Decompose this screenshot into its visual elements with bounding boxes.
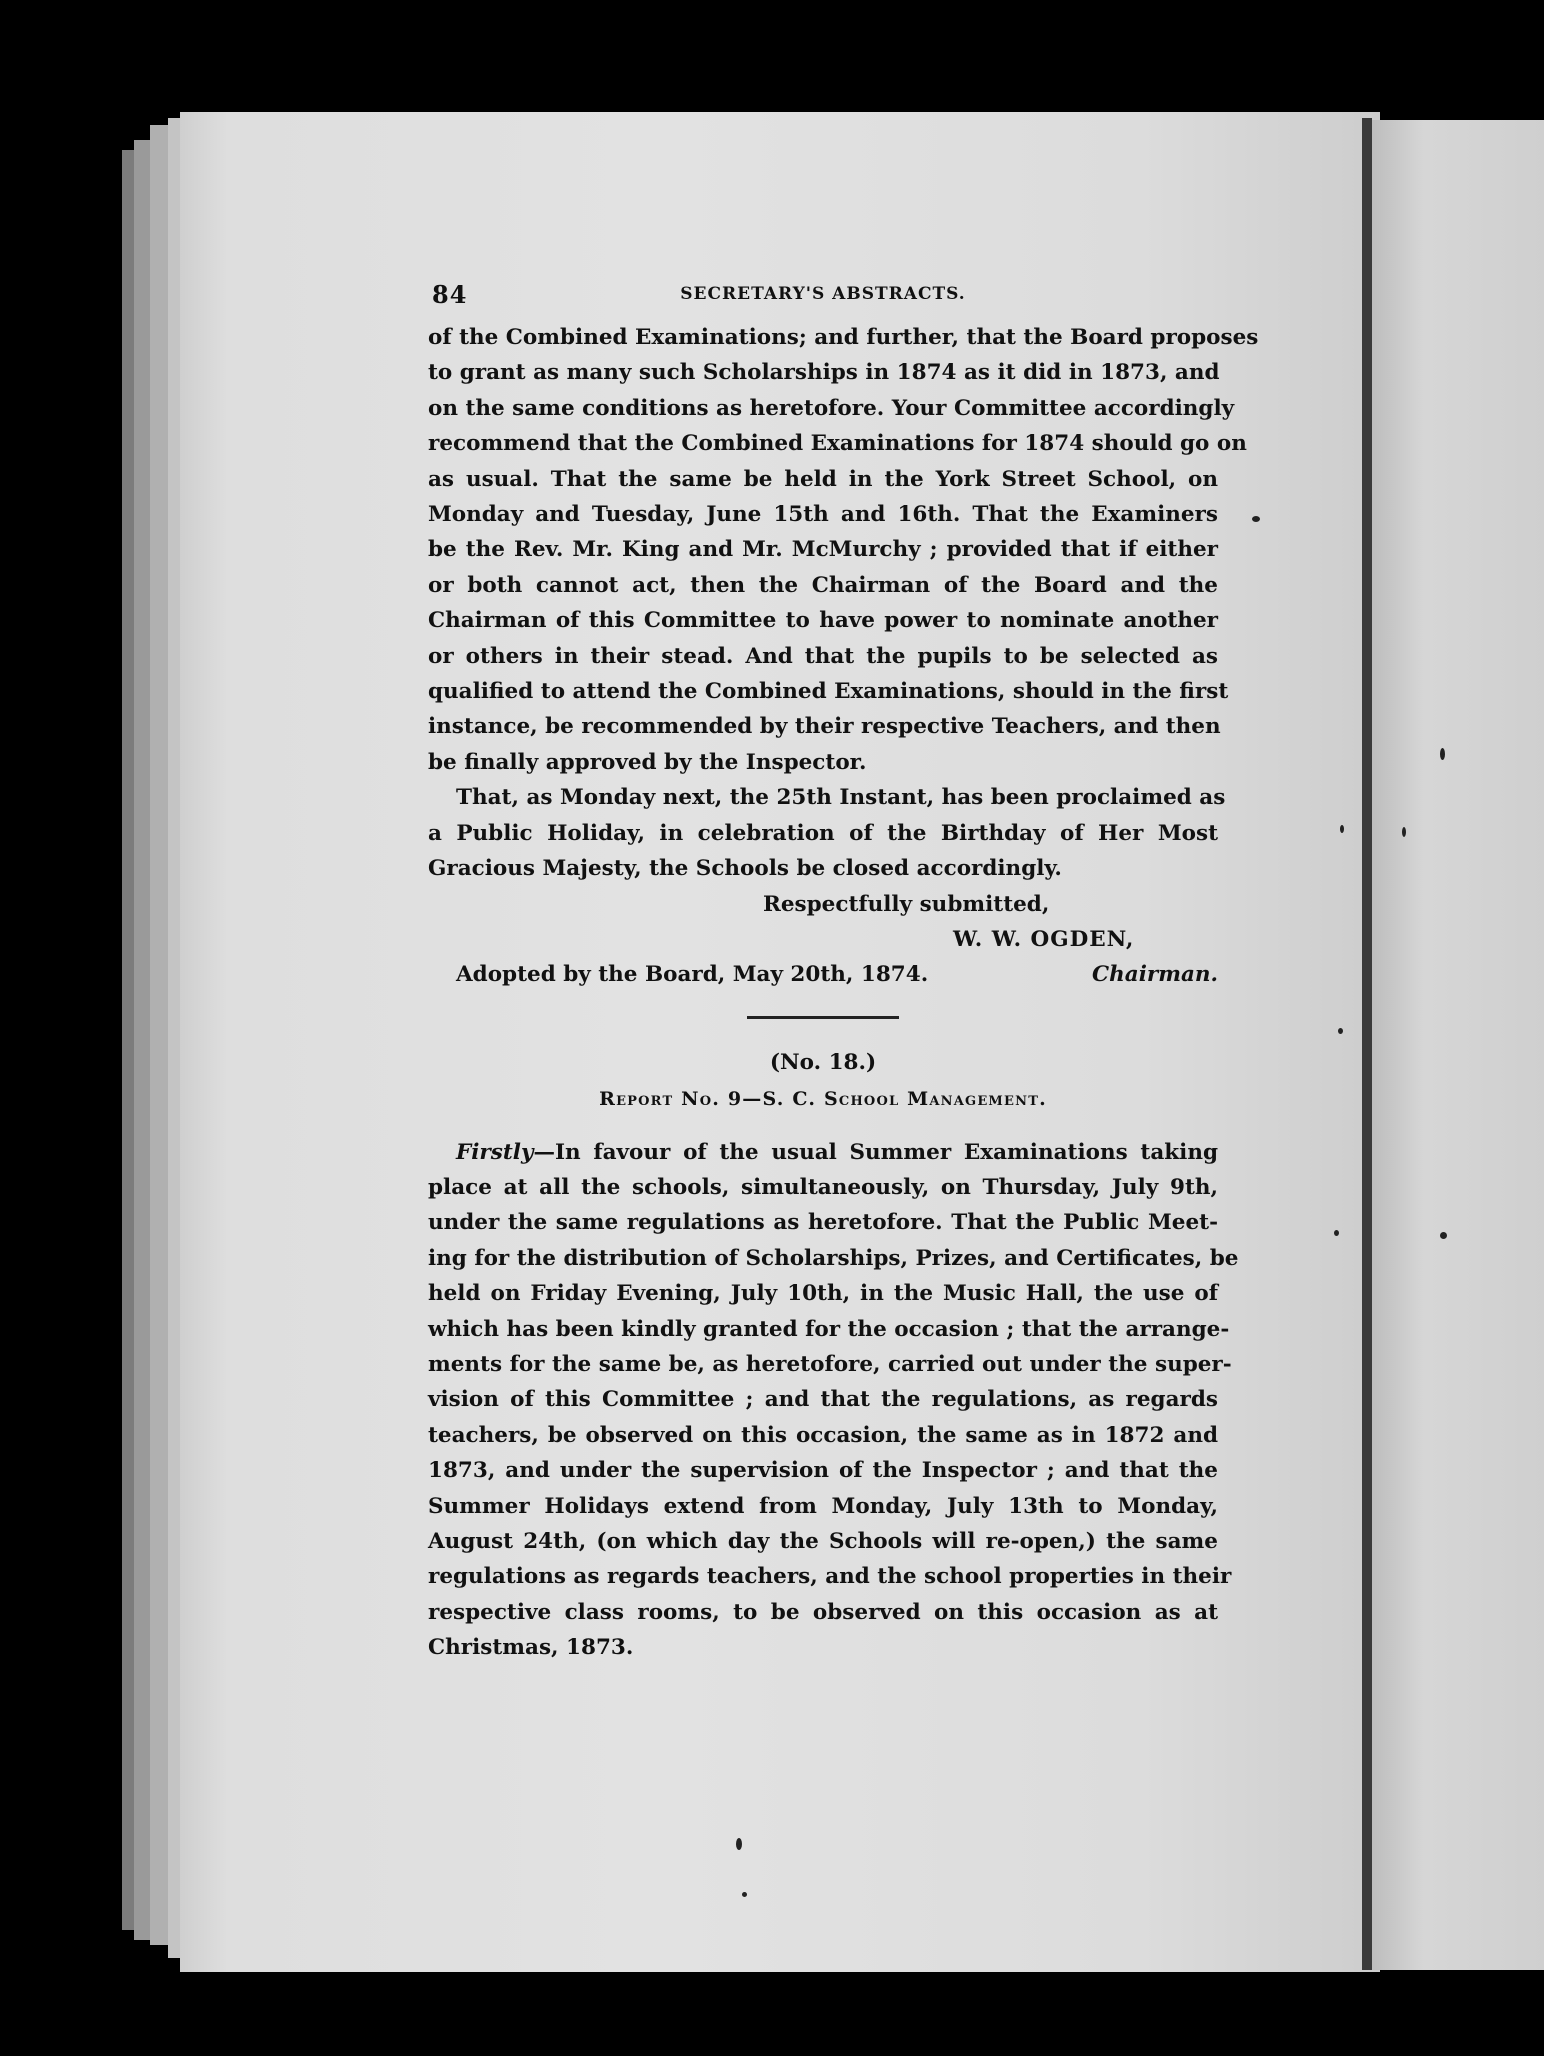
book-gutter <box>1362 118 1372 1970</box>
text-line: held on Friday Evening, July 10th, in the Music Hall, the use of <box>428 1281 1218 1307</box>
firstly-label: Firstly <box>456 1139 534 1165</box>
text-line: ing for the distribution of Scholarships, Prizes, and Certificates, be <box>428 1245 1239 1271</box>
section-divider <box>747 1016 899 1019</box>
text-line: Summer Holidays extend from Monday, July 13th to Monday, <box>428 1493 1218 1519</box>
text-line: regulations as regards teachers, and the school properties in their <box>428 1564 1232 1590</box>
report-number: (No. 18.) <box>769 1049 877 1075</box>
paragraph-committee <box>428 320 1259 780</box>
adoption-line <box>428 957 1218 992</box>
text-line: Monday and Tuesday, June 15th and 16th. That the Examiners <box>428 502 1218 528</box>
text-line: as usual. That the same be held in the York Street School, on <box>428 466 1218 492</box>
scan-speck <box>1402 827 1406 837</box>
facing-page <box>1372 120 1544 1970</box>
page-number: 84 <box>432 280 468 309</box>
text-line: place at all the schools, simultaneously, on Thursday, July 9th, <box>428 1174 1218 1200</box>
text-line: a Public Holiday, in celebration of the Birthday of Her Most <box>428 820 1218 846</box>
text-line: 1873, and under the supervision of the Inspector ; and that the <box>428 1458 1218 1484</box>
scan-speck <box>1340 825 1344 833</box>
text-fragment: —In favour of the usual Summer Examinations taking <box>533 1139 1218 1165</box>
text-line: Gracious Majesty, the Schools be closed accordingly. <box>428 856 1062 882</box>
text-line: be finally approved by the Inspector. <box>428 749 867 775</box>
text-line: instance, be recommended by their respective Teachers, and then <box>428 714 1221 740</box>
adoption-date: Adopted by the Board, May 20th, 1874. <box>456 961 929 987</box>
text-line: to grant as many such Scholarships in 1874 as it did in 1873, and <box>428 360 1220 386</box>
text-line: on the same conditions as heretofore. Your Committee accordingly <box>428 395 1235 421</box>
running-title: SECRETARY'S ABSTRACTS. <box>680 284 966 304</box>
text-line: Chairman of this Committee to have power to nominate another <box>428 608 1218 634</box>
text-line: of the Combined Examinations; and further, that the Board proposes <box>428 325 1259 350</box>
report-title: Report No. 9—S. C. School Management. <box>599 1087 1047 1110</box>
text-line: August 24th, (on which day the Schools will re-open,) the same <box>428 1528 1218 1554</box>
scan-speck <box>1440 1232 1447 1239</box>
scan-speck <box>736 1838 742 1850</box>
text-line: That, as Monday next, the 25th Instant, has been proclaimed as <box>456 785 1226 811</box>
text-line: be the Rev. Mr. King and Mr. McMurchy ; provided that if either <box>428 537 1218 563</box>
page-text <box>428 280 1259 1666</box>
scan-speck <box>742 1892 747 1897</box>
running-header <box>428 280 1218 320</box>
text-line: ments for the same be, as heretofore, carried out under the super- <box>428 1351 1232 1377</box>
text-line: recommend that the Combined Examinations for 1874 should go on <box>428 431 1247 457</box>
scan-speck <box>1334 1230 1339 1236</box>
scan-speck <box>1252 516 1260 522</box>
text-line: teachers, be observed on this occasion, the same as in 1872 and <box>428 1422 1218 1448</box>
paragraph-holiday <box>428 780 1226 886</box>
text-line: Christmas, 1873. <box>428 1635 634 1661</box>
text-line <box>428 1135 1218 1170</box>
text-line: qualified to attend the Combined Examinations, should in the first <box>428 679 1229 705</box>
scan-speck <box>1338 1028 1343 1034</box>
paragraph-firstly <box>428 1135 1239 1666</box>
signer-title: Chairman. <box>1092 961 1218 987</box>
scan-speck <box>1440 748 1445 760</box>
text-line: which has been kindly granted for the occasion ; that the arrange- <box>428 1316 1230 1342</box>
text-line: vision of this Committee ; and that the regulations, as regards <box>428 1387 1218 1413</box>
signer-name: W. W. OGDEN, <box>953 926 1135 952</box>
text-line: or others in their stead. And that the pupils to be selected as <box>428 643 1218 669</box>
text-line: or both cannot act, then the Chairman of the Board and the <box>428 572 1218 598</box>
text-line: under the same regulations as heretofore. That the Public Meet- <box>428 1210 1218 1236</box>
text-line: respective class rooms, to be observed on this occasion as at <box>428 1599 1218 1625</box>
closing-phrase: Respectfully submitted, <box>763 891 1050 917</box>
